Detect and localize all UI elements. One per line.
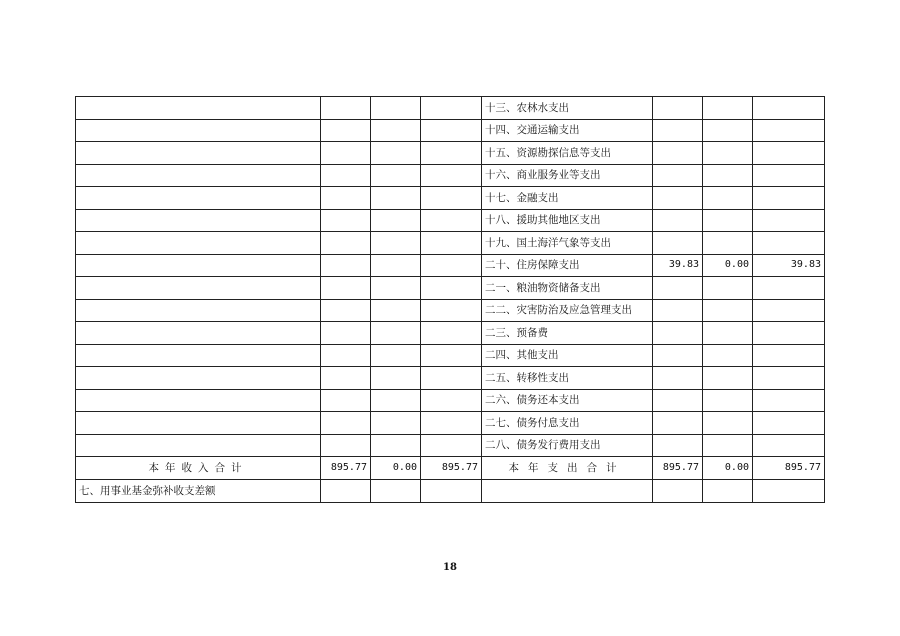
expense-amount-sum: 39.83	[753, 254, 825, 277]
income-item-cell	[76, 164, 321, 187]
income-item-cell	[76, 367, 321, 390]
expense-item-label: 十九、国土海洋气象等支出	[482, 232, 653, 255]
expense-amount-fund	[703, 434, 753, 457]
table-row	[76, 389, 825, 412]
income-item-cell	[76, 97, 321, 120]
expense-item-label: 二五、转移性支出	[482, 367, 653, 390]
expense-amount-sum	[753, 299, 825, 322]
expense-amount-fund	[703, 119, 753, 142]
income-amount-cell	[421, 97, 482, 120]
income-item-cell	[76, 344, 321, 367]
income-item-cell	[76, 434, 321, 457]
expense-amount-total	[653, 299, 703, 322]
budget-table	[75, 96, 825, 503]
income-total-value: 895.77	[321, 457, 371, 480]
income-amount-cell	[321, 119, 371, 142]
income-item-cell	[76, 277, 321, 300]
income-item-cell	[76, 232, 321, 255]
income-amount-cell	[321, 344, 371, 367]
income-item-cell	[76, 299, 321, 322]
totals-row	[76, 457, 825, 480]
table-row	[76, 277, 825, 300]
income-amount-cell	[321, 254, 371, 277]
income-amount-cell	[371, 97, 421, 120]
expense-amount-fund	[703, 209, 753, 232]
expense-amount-fund	[703, 187, 753, 210]
income-amount-cell	[371, 434, 421, 457]
empty-cell	[371, 480, 421, 503]
expense-total-label: 本年支出合计	[482, 457, 653, 480]
income-amount-cell	[321, 299, 371, 322]
table-row	[76, 209, 825, 232]
expense-amount-fund	[703, 277, 753, 300]
expense-amount-total	[653, 322, 703, 345]
table-row	[76, 480, 825, 503]
income-amount-cell	[371, 119, 421, 142]
expense-amount-sum	[753, 142, 825, 165]
income-amount-cell	[421, 344, 482, 367]
table-row	[76, 142, 825, 165]
income-amount-cell	[371, 187, 421, 210]
income-amount-cell	[421, 322, 482, 345]
income-amount-cell	[371, 412, 421, 435]
expense-amount-total	[653, 412, 703, 435]
table-row	[76, 164, 825, 187]
income-amount-cell	[321, 187, 371, 210]
income-total-value: 0.00	[371, 457, 421, 480]
expense-amount-total	[653, 164, 703, 187]
expense-item-label: 十八、援助其他地区支出	[482, 209, 653, 232]
expense-amount-sum	[753, 97, 825, 120]
expense-amount-sum	[753, 367, 825, 390]
empty-cell	[653, 480, 703, 503]
expense-amount-fund	[703, 299, 753, 322]
expense-amount-total	[653, 187, 703, 210]
income-amount-cell	[421, 434, 482, 457]
expense-item-label: 十四、交通运输支出	[482, 119, 653, 142]
table-row	[76, 344, 825, 367]
expense-total-value: 895.77	[753, 457, 825, 480]
expense-amount-fund	[703, 344, 753, 367]
income-amount-cell	[321, 367, 371, 390]
expense-amount-total	[653, 119, 703, 142]
expense-amount-total	[653, 389, 703, 412]
table-row	[76, 299, 825, 322]
income-amount-cell	[421, 412, 482, 435]
income-amount-cell	[321, 434, 371, 457]
empty-cell	[703, 480, 753, 503]
income-amount-cell	[371, 322, 421, 345]
income-amount-cell	[421, 119, 482, 142]
income-amount-cell	[421, 164, 482, 187]
empty-cell	[321, 480, 371, 503]
expense-amount-fund	[703, 142, 753, 165]
expense-item-label: 十三、农林水支出	[482, 97, 653, 120]
expense-amount-sum	[753, 322, 825, 345]
page-number: 18	[443, 562, 457, 573]
expense-item-label: 二七、债务付息支出	[482, 412, 653, 435]
income-item-cell	[76, 254, 321, 277]
income-amount-cell	[371, 344, 421, 367]
expense-amount-total	[653, 434, 703, 457]
expense-amount-fund	[703, 322, 753, 345]
income-item-cell	[76, 187, 321, 210]
expense-amount-sum	[753, 344, 825, 367]
income-item-label: 七、用事业基金弥补收支差额	[76, 480, 321, 503]
expense-amount-total	[653, 277, 703, 300]
expense-amount-fund	[703, 164, 753, 187]
income-amount-cell	[321, 232, 371, 255]
income-amount-cell	[421, 187, 482, 210]
table-body	[76, 97, 825, 503]
expense-item-label: 二八、债务发行费用支出	[482, 434, 653, 457]
income-amount-cell	[371, 389, 421, 412]
empty-cell	[482, 480, 653, 503]
expense-item-label: 二十、住房保障支出	[482, 254, 653, 277]
expense-amount-sum	[753, 434, 825, 457]
income-item-cell	[76, 412, 321, 435]
expense-item-label: 十六、商业服务业等支出	[482, 164, 653, 187]
income-amount-cell	[321, 277, 371, 300]
expense-amount-total	[653, 232, 703, 255]
expense-item-label: 二一、粮油物资储备支出	[482, 277, 653, 300]
expense-item-label: 十五、资源勘探信息等支出	[482, 142, 653, 165]
expense-amount-total: 39.83	[653, 254, 703, 277]
income-amount-cell	[371, 142, 421, 165]
expense-item-label: 二四、其他支出	[482, 344, 653, 367]
income-amount-cell	[371, 367, 421, 390]
expense-amount-sum	[753, 232, 825, 255]
table-row	[76, 434, 825, 457]
expense-amount-fund	[703, 389, 753, 412]
income-amount-cell	[421, 299, 482, 322]
expense-amount-fund	[703, 232, 753, 255]
income-amount-cell	[421, 389, 482, 412]
expense-amount-sum	[753, 119, 825, 142]
expense-amount-fund	[703, 97, 753, 120]
table-row	[76, 97, 825, 120]
income-item-cell	[76, 389, 321, 412]
income-amount-cell	[371, 299, 421, 322]
expense-amount-sum	[753, 164, 825, 187]
income-amount-cell	[371, 232, 421, 255]
expense-amount-fund	[703, 412, 753, 435]
income-amount-cell	[321, 97, 371, 120]
income-amount-cell	[371, 209, 421, 232]
expense-item-label: 十七、金融支出	[482, 187, 653, 210]
income-amount-cell	[321, 142, 371, 165]
expense-total-value: 895.77	[653, 457, 703, 480]
table-row	[76, 322, 825, 345]
income-item-cell	[76, 209, 321, 232]
expense-amount-sum	[753, 209, 825, 232]
income-amount-cell	[321, 389, 371, 412]
table-row	[76, 119, 825, 142]
table-row	[76, 367, 825, 390]
income-amount-cell	[421, 142, 482, 165]
expense-item-label: 二二、灾害防治及应急管理支出	[482, 299, 653, 322]
expense-amount-total	[653, 142, 703, 165]
expense-amount-total	[653, 209, 703, 232]
income-amount-cell	[421, 232, 482, 255]
income-total-value: 895.77	[421, 457, 482, 480]
expense-total-value: 0.00	[703, 457, 753, 480]
expense-amount-sum	[753, 412, 825, 435]
expense-amount-sum	[753, 389, 825, 412]
income-item-cell	[76, 142, 321, 165]
income-amount-cell	[321, 164, 371, 187]
income-amount-cell	[421, 277, 482, 300]
expense-amount-total	[653, 344, 703, 367]
table-row	[76, 254, 825, 277]
expense-amount-total	[653, 367, 703, 390]
expense-amount-sum	[753, 277, 825, 300]
income-amount-cell	[371, 254, 421, 277]
expense-amount-sum	[753, 187, 825, 210]
income-item-cell	[76, 322, 321, 345]
income-amount-cell	[371, 164, 421, 187]
table-row	[76, 187, 825, 210]
empty-cell	[753, 480, 825, 503]
income-item-cell	[76, 119, 321, 142]
income-amount-cell	[321, 412, 371, 435]
income-amount-cell	[321, 322, 371, 345]
income-amount-cell	[421, 367, 482, 390]
income-amount-cell	[421, 254, 482, 277]
expense-item-label: 二三、预备费	[482, 322, 653, 345]
income-total-label: 本年收入合计	[76, 457, 321, 480]
table-row	[76, 412, 825, 435]
table-row	[76, 232, 825, 255]
expense-amount-fund	[703, 367, 753, 390]
income-amount-cell	[371, 277, 421, 300]
income-amount-cell	[421, 209, 482, 232]
empty-cell	[421, 480, 482, 503]
expense-amount-fund: 0.00	[703, 254, 753, 277]
expense-amount-total	[653, 97, 703, 120]
income-amount-cell	[321, 209, 371, 232]
expense-item-label: 二六、债务还本支出	[482, 389, 653, 412]
